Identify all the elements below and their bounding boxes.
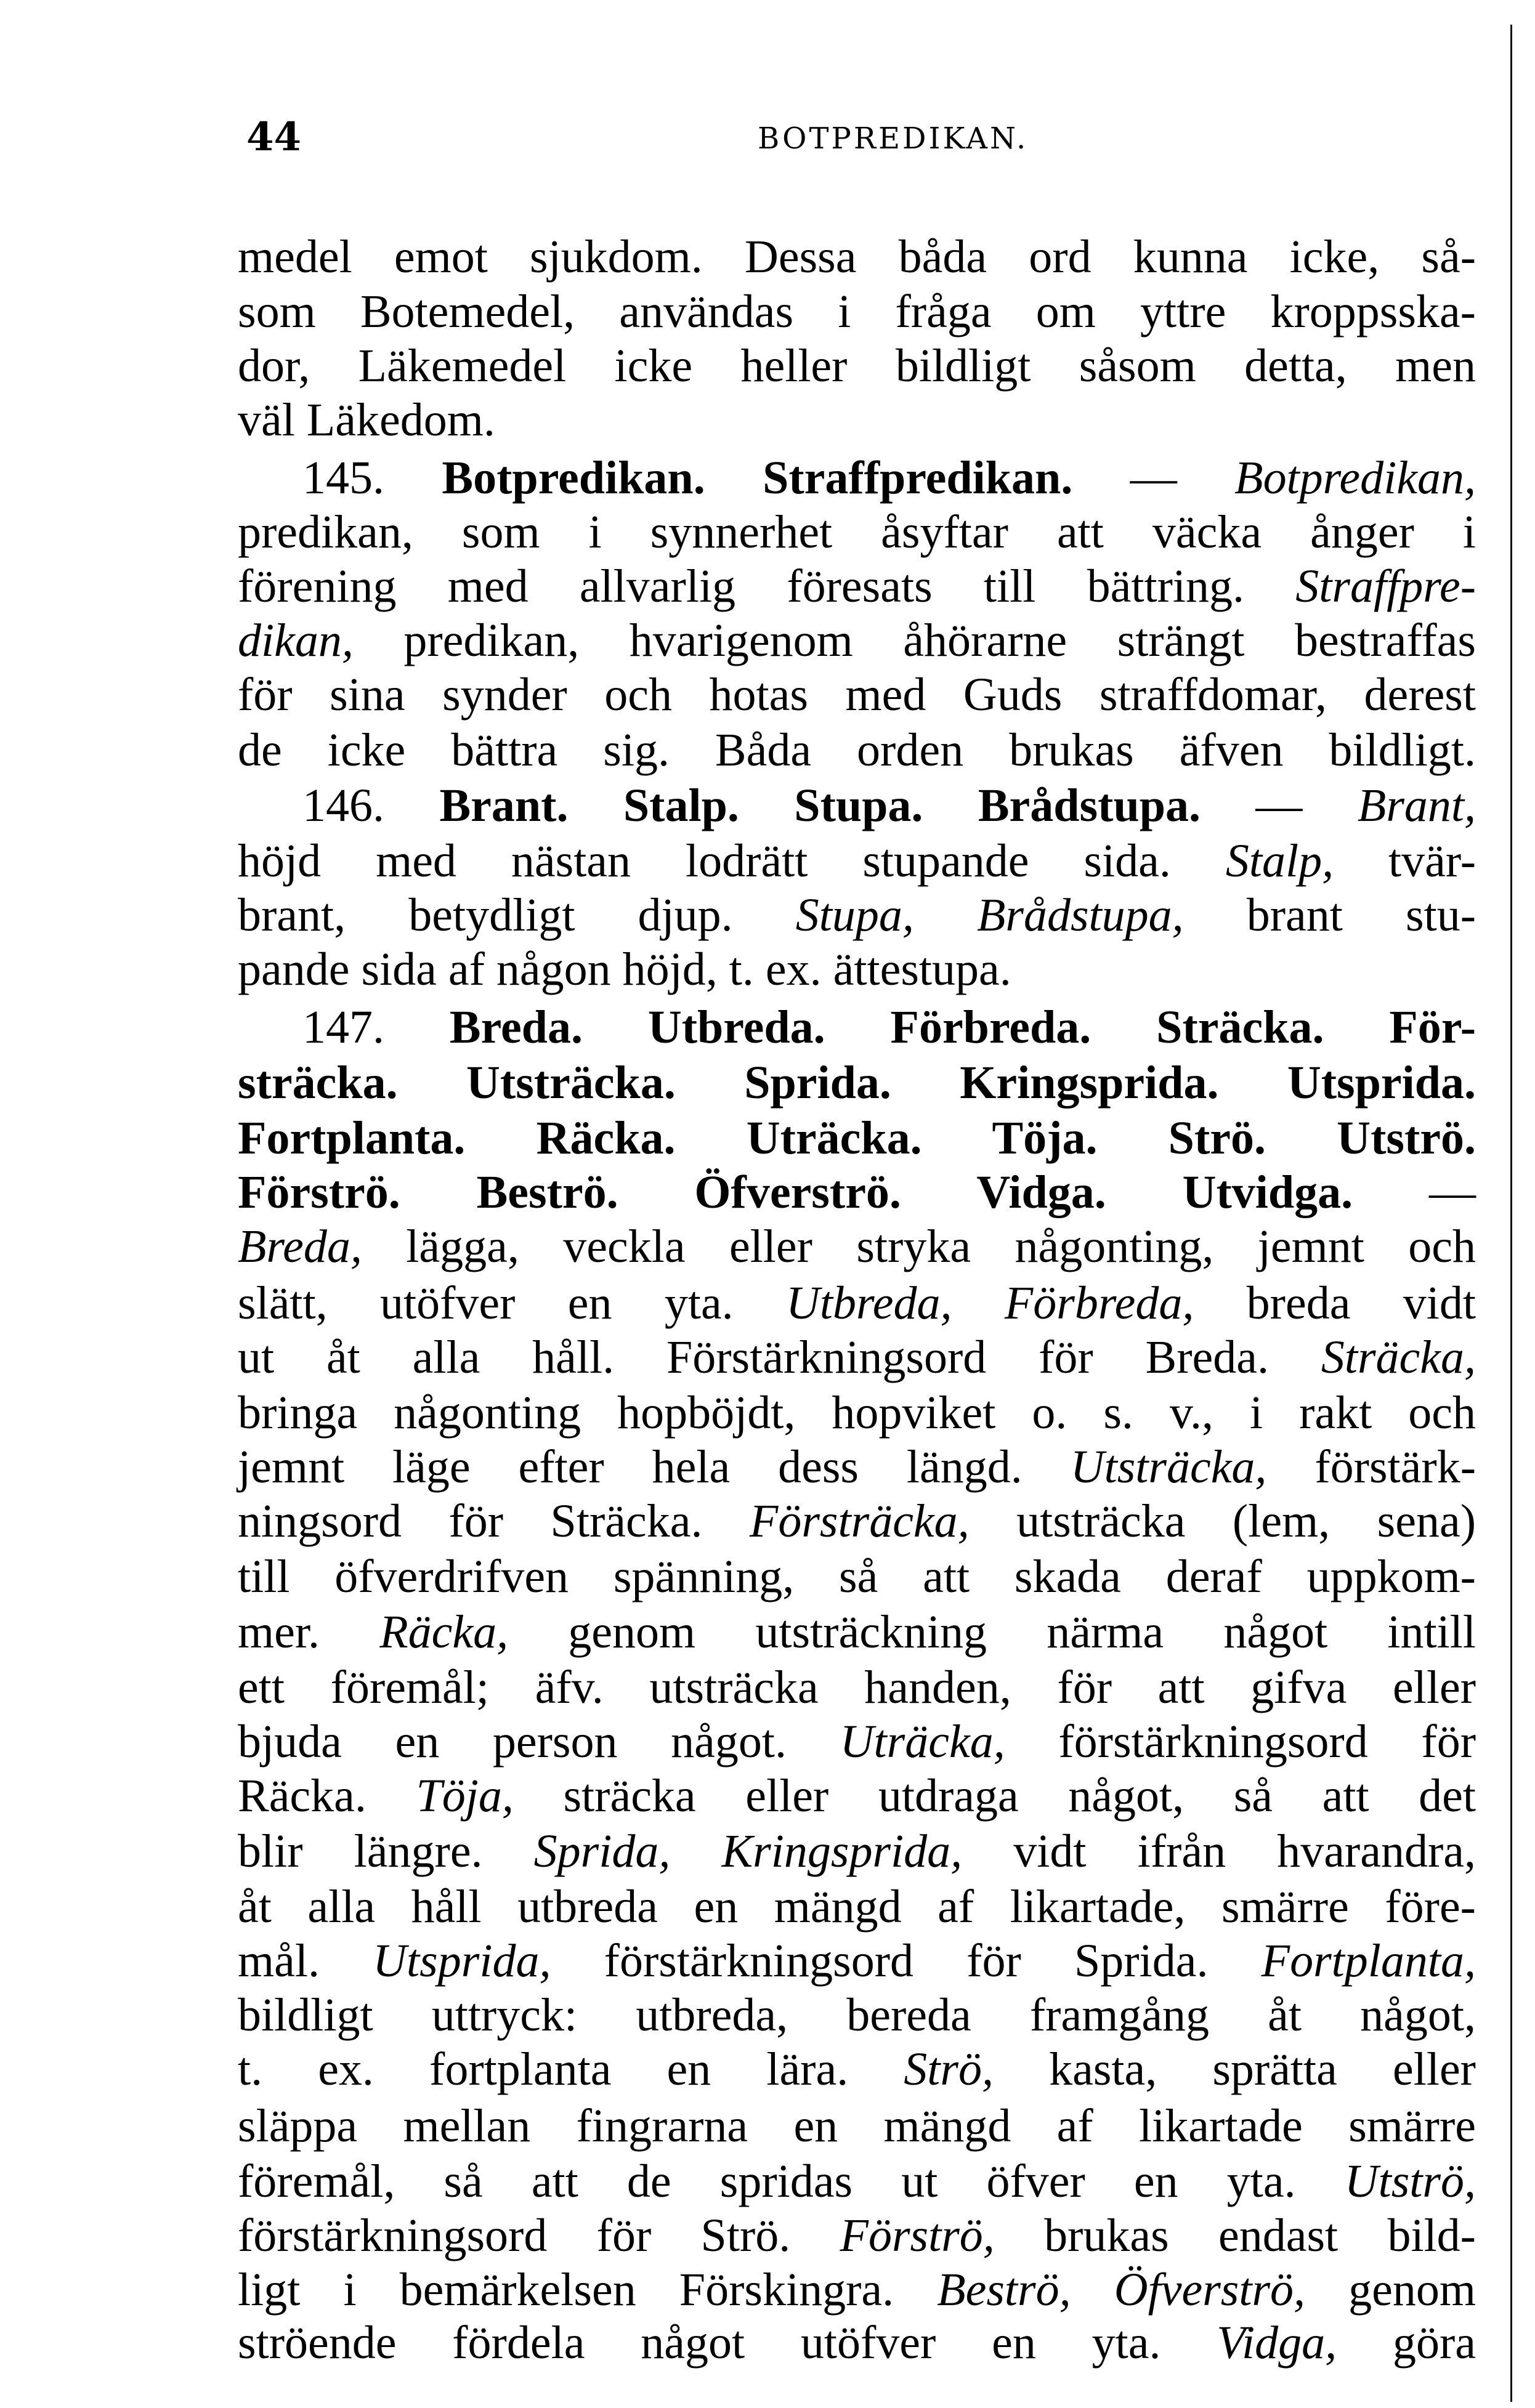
text-line xyxy=(238,559,1476,613)
term-text: Utsprida, xyxy=(373,1935,551,1987)
text-segment: väl Läkedom. xyxy=(238,394,495,446)
term-text: Sprida, Kringsprida, xyxy=(533,1825,963,1877)
term-text: Utsträcka, xyxy=(1070,1441,1267,1493)
text-segment: släppa mellan fingrarna en mängd af likartade smärre xyxy=(238,2100,1476,2152)
headword-text: Breda. Utbreda. Förbreda. Sträcka. För- xyxy=(449,1001,1476,1053)
text-line xyxy=(238,1494,1476,1548)
text-segment: brant stu- xyxy=(1183,889,1476,941)
text-line xyxy=(238,1056,1476,1110)
term-text: Utströ, xyxy=(1344,2155,1476,2207)
text-segment: förstärkningsord för Strö. xyxy=(238,2210,840,2261)
text-segment: förstärkningsord för Sprida. xyxy=(551,1935,1262,1987)
text-line xyxy=(238,451,1476,505)
headword-text: Brant. Stalp. Stupa. Brådstupa. xyxy=(439,780,1201,831)
text-segment: tvär- xyxy=(1334,835,1476,887)
text-segment: kasta, sprätta eller xyxy=(994,2043,1476,2095)
headword-text: Förströ. Beströ. Öfverströ. Vidga. Utvidga. xyxy=(238,1166,1353,1218)
text-segment: t. ex. fortplanta en lära. xyxy=(238,2043,904,2095)
text-line xyxy=(238,942,1476,996)
text-segment: ningsord för Sträcka. xyxy=(238,1495,750,1547)
running-title: BOTPREDIKAN. xyxy=(758,121,1029,156)
text-segment: ligt i bemärkelsen Förskingra. xyxy=(238,2264,938,2316)
text-segment: Räcka. xyxy=(238,1770,416,1822)
text-segment: de icke bättra sig. Båda orden brukas äfven bildligt. xyxy=(238,724,1476,776)
text-segment: höjd med nästan lodrätt stupande sida. xyxy=(238,835,1226,887)
text-line xyxy=(238,2099,1476,2153)
text-segment: slätt, utöfver en yta. xyxy=(238,1277,787,1329)
text-line xyxy=(238,1934,1476,1988)
text-line xyxy=(238,1165,1476,1219)
text-segment: 147. xyxy=(302,1001,450,1053)
text-segment: jemnt läge efter hela dess längd. xyxy=(238,1441,1071,1493)
term-text: Botpredikan, xyxy=(1234,452,1476,504)
text-line xyxy=(238,1880,1476,1934)
text-segment: förstärkningsord för xyxy=(1005,1716,1476,1768)
text-segment: sträcka eller utdraga något, så att det xyxy=(513,1770,1476,1822)
term-text: Utbreda, Förbreda, xyxy=(786,1277,1194,1329)
text-segment: bildligt uttryck: utbreda, bereda framgång åt något, xyxy=(238,1989,1476,2041)
text-segment: åt alla håll utbreda en mängd af likartade, smärre före- xyxy=(238,1881,1476,1933)
term-text: Sträcka, xyxy=(1321,1331,1476,1383)
text-segment: utsträcka (lem, sena) xyxy=(969,1495,1476,1547)
text-line xyxy=(238,1824,1476,1878)
text-line xyxy=(238,1111,1476,1165)
text-line xyxy=(238,230,1476,284)
text-segment: göra xyxy=(1337,2317,1476,2369)
term-text: Stalp, xyxy=(1225,835,1334,887)
text-segment: predikan, hvarigenom åhörarne strängt bestraffas xyxy=(353,615,1476,666)
text-segment: ströende fördela något utöfver en yta. xyxy=(238,2317,1217,2369)
text-segment: bringa någonting hopböjdt, hopviket o. s. v., i rakt och xyxy=(238,1387,1476,1439)
page-header xyxy=(246,114,1478,163)
text-segment: predikan, som i synnerhet åsyftar att väcka ånger i xyxy=(238,506,1476,558)
text-segment: för sina synder och hotas med Guds straffdomar, derest xyxy=(238,669,1476,721)
text-segment: brant, betydligt djup. xyxy=(238,889,796,941)
term-text: Försträcka, xyxy=(749,1495,970,1547)
text-segment: lägga, veckla eller stryka någonting, jemnt och xyxy=(362,1221,1476,1272)
text-line xyxy=(238,1549,1476,1604)
text-line xyxy=(238,1219,1476,1274)
headword-text: Botpredikan. Straffpredikan. xyxy=(442,452,1073,504)
text-segment: — xyxy=(1072,452,1235,504)
scan-edge-line xyxy=(1510,25,1512,2402)
text-segment: vidt ifrån hvarandra, xyxy=(962,1825,1476,1877)
term-text: Breda, xyxy=(238,1221,362,1272)
text-line xyxy=(238,778,1476,833)
headword-text: sträcka. Utsträcka. Sprida. Kringsprida. Utsprida. xyxy=(238,1057,1476,1109)
text-line xyxy=(238,1605,1476,1659)
term-text: Uträcka, xyxy=(840,1716,1005,1768)
text-segment: som Botemedel, användas i fråga om yttre kroppsska- xyxy=(238,286,1476,337)
text-line xyxy=(238,723,1476,777)
text-segment: — xyxy=(1353,1166,1476,1218)
text-line xyxy=(238,2316,1476,2370)
text-segment: förening med allvarlig föresats till bättring. xyxy=(238,560,1296,612)
text-segment: mer. xyxy=(238,1606,380,1658)
text-line xyxy=(238,1769,1476,1823)
text-line xyxy=(238,1660,1476,1715)
text-segment: föremål, så att de spridas ut öfver en yta. xyxy=(238,2155,1345,2207)
term-text: Straffpre- xyxy=(1295,560,1476,612)
term-text: dikan, xyxy=(238,615,354,666)
term-text: Strö, xyxy=(904,2043,994,2095)
text-line xyxy=(238,1276,1476,1330)
text-segment: pande sida af någon höjd, t. ex. ättestupa. xyxy=(238,943,1011,995)
page-number: 44 xyxy=(246,114,302,160)
text-segment: till öfverdrifven spänning, så att skada deraf uppkom- xyxy=(238,1551,1476,1602)
text-line xyxy=(238,505,1476,559)
text-segment: ut åt alla håll. Förstärkningsord för Breda. xyxy=(238,1331,1321,1383)
text-segment: brukas endast bild- xyxy=(994,2210,1476,2261)
text-segment: 146. xyxy=(302,780,440,831)
text-segment: breda vidt xyxy=(1194,1277,1476,1329)
text-line xyxy=(238,339,1476,393)
text-line xyxy=(238,2042,1476,2096)
text-line xyxy=(238,1386,1476,1440)
text-segment: mål. xyxy=(238,1935,373,1987)
headword-text: Fortplanta. Räcka. Uträcka. Töja. Strö. Utströ. xyxy=(238,1112,1476,1164)
term-text: Vidga, xyxy=(1217,2317,1337,2369)
text-segment: genom utsträckning närma något intill xyxy=(508,1606,1476,1658)
text-line xyxy=(238,285,1476,339)
text-line xyxy=(238,668,1476,722)
text-line xyxy=(238,1330,1476,1384)
term-text: Räcka, xyxy=(379,1606,509,1658)
text-line xyxy=(238,2154,1476,2208)
text-segment: dor, Läkemedel icke heller bildligt såsom detta, men xyxy=(238,340,1476,392)
term-text: Stupa, Brådstupa, xyxy=(795,889,1184,941)
text-line xyxy=(238,613,1476,668)
term-text: Förströ, xyxy=(840,2210,995,2261)
term-text: Beströ, Öfverströ, xyxy=(937,2264,1306,2316)
text-segment: ett föremål; äfv. utsträcka handen, för att gifva eller xyxy=(238,1662,1476,1713)
term-text: Brant, xyxy=(1357,780,1476,831)
text-line xyxy=(238,888,1476,942)
text-segment: — xyxy=(1200,780,1358,831)
text-line xyxy=(238,1440,1476,1494)
text-line xyxy=(238,834,1476,888)
text-segment: bjuda en person något. xyxy=(238,1716,840,1768)
text-line xyxy=(238,1988,1476,2042)
term-text: Fortplanta, xyxy=(1261,1935,1476,1987)
text-segment: genom xyxy=(1305,2264,1476,2316)
text-line xyxy=(238,2208,1476,2263)
text-segment: medel emot sjukdom. Dessa båda ord kunna icke, så- xyxy=(238,231,1476,283)
term-text: Töja, xyxy=(416,1770,514,1822)
text-segment: förstärk- xyxy=(1266,1441,1476,1493)
text-line xyxy=(238,2263,1476,2317)
text-segment: 145. xyxy=(302,452,442,504)
text-line xyxy=(238,393,1476,447)
text-line xyxy=(238,1715,1476,1769)
text-line xyxy=(238,1000,1476,1054)
text-segment: blir längre. xyxy=(238,1825,534,1877)
